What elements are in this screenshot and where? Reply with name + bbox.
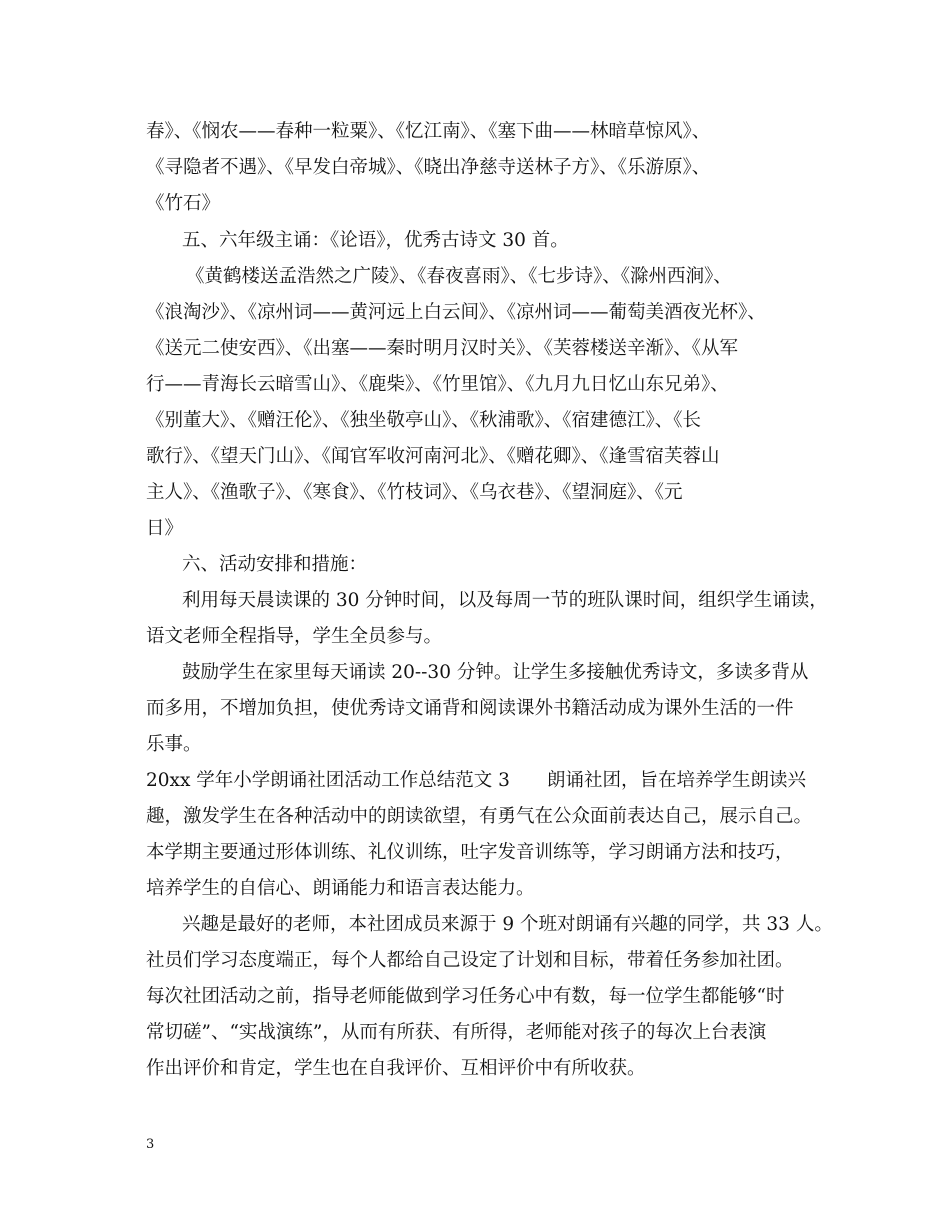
text-line: 本学期主要通过形体训练、礼仪训练，吐字发音训练等，学习朗诵方法和技巧， — [146, 842, 794, 863]
text-line: 《送元二使安西》、《出塞——秦时明月汉时关》、《芙蓉楼送辛渐》、《从军 — [146, 338, 739, 359]
text-line: 趣，激发学生在各种活动中的朗读欲望，有勇气在公众面前表达自己，展示自己。 — [146, 806, 813, 827]
text-line: 《浪淘沙》、《凉州词——黄河远上白云间》、《凉州词——葡萄美酒夜光杯》、 — [146, 302, 766, 323]
text-line: 而多用，不增加负担，使优秀诗文诵背和阅读课外书籍活动成为课外生活的一件 — [146, 698, 794, 719]
text-line: 乐事。 — [146, 734, 202, 755]
section-heading: 六、活动安排和措施： — [182, 554, 368, 575]
text-line: 利用每天晨读课的 30 分钟时间，以及每周一节的班队课时间，组织学生诵读， — [182, 590, 828, 611]
text-line: 日》 — [146, 518, 184, 539]
text-line: 《黄鹤楼送孟浩然之广陵》、《春夜喜雨》、《七步诗》、《滁州西涧》、 — [186, 266, 732, 287]
text-line: 社员们学习态度端正，每个人都给自己设定了计划和目标，带着任务参加社团。 — [146, 950, 794, 971]
text-line: 春》、《悯农——春种一粒粟》、《忆江南》、《塞下曲——林暗草惊风》、 — [146, 121, 711, 142]
text-line: 作出评价和肯定，学生也在自我评价、互相评价中有所收获。 — [146, 1058, 646, 1079]
text-line: 《寻隐者不遇》、《早发白帝城》、《晓出净慈寺送林子方》、《乐游原》、 — [146, 157, 711, 178]
section-heading: 五、六年级主诵：《论语》，优秀古诗文 30 首。 — [182, 230, 569, 251]
text-line: 20xx 学年小学朗诵社团活动工作总结范文 3 朗诵社团，旨在培养学生朗读兴 — [146, 770, 806, 791]
text-line: 兴趣是最好的老师，本社团成员来源于 9 个班对朗诵有兴趣的同学，共 33 人。 — [182, 914, 833, 935]
text-line: 常切磋”、“实战演练”，从而有所获、有所得，老师能对孩子的每次上台表演 — [146, 1022, 767, 1043]
text-line: 每次社团活动之前，指导老师能做到学习任务心中有数，每一位学生都能够“时 — [146, 986, 785, 1007]
text-line: 行——青海长云暗雪山》、《鹿柴》、《竹里馆》、《九月九日忆山东兄弟》、 — [146, 374, 729, 395]
text-line: 《竹石》 — [146, 193, 221, 214]
text-line: 鼓励学生在家里每天诵读 20--30 分钟。让学生多接触优秀诗文，多读多背从 — [182, 662, 809, 683]
page-number: 3 — [146, 1137, 155, 1152]
text-line: 歌行》、《望天门山》、《闻官军收河南河北》、《赠花卿》、《逢雪宿芙蓉山 — [146, 446, 720, 467]
text-line: 语文老师全程指导，学生全员参与。 — [146, 626, 443, 647]
text-line: 《别董大》、《赠汪伦》、《独坐敬亭山》、《秋浦歌》、《宿建德江》、《长 — [146, 410, 702, 431]
text-line: 主人》、《渔歌子》、《寒食》、《竹枝词》、《乌衣巷》、《望洞庭》、《元 — [146, 482, 683, 503]
text-line: 培养学生的自信心、朗诵能力和语言表达能力。 — [146, 878, 535, 899]
